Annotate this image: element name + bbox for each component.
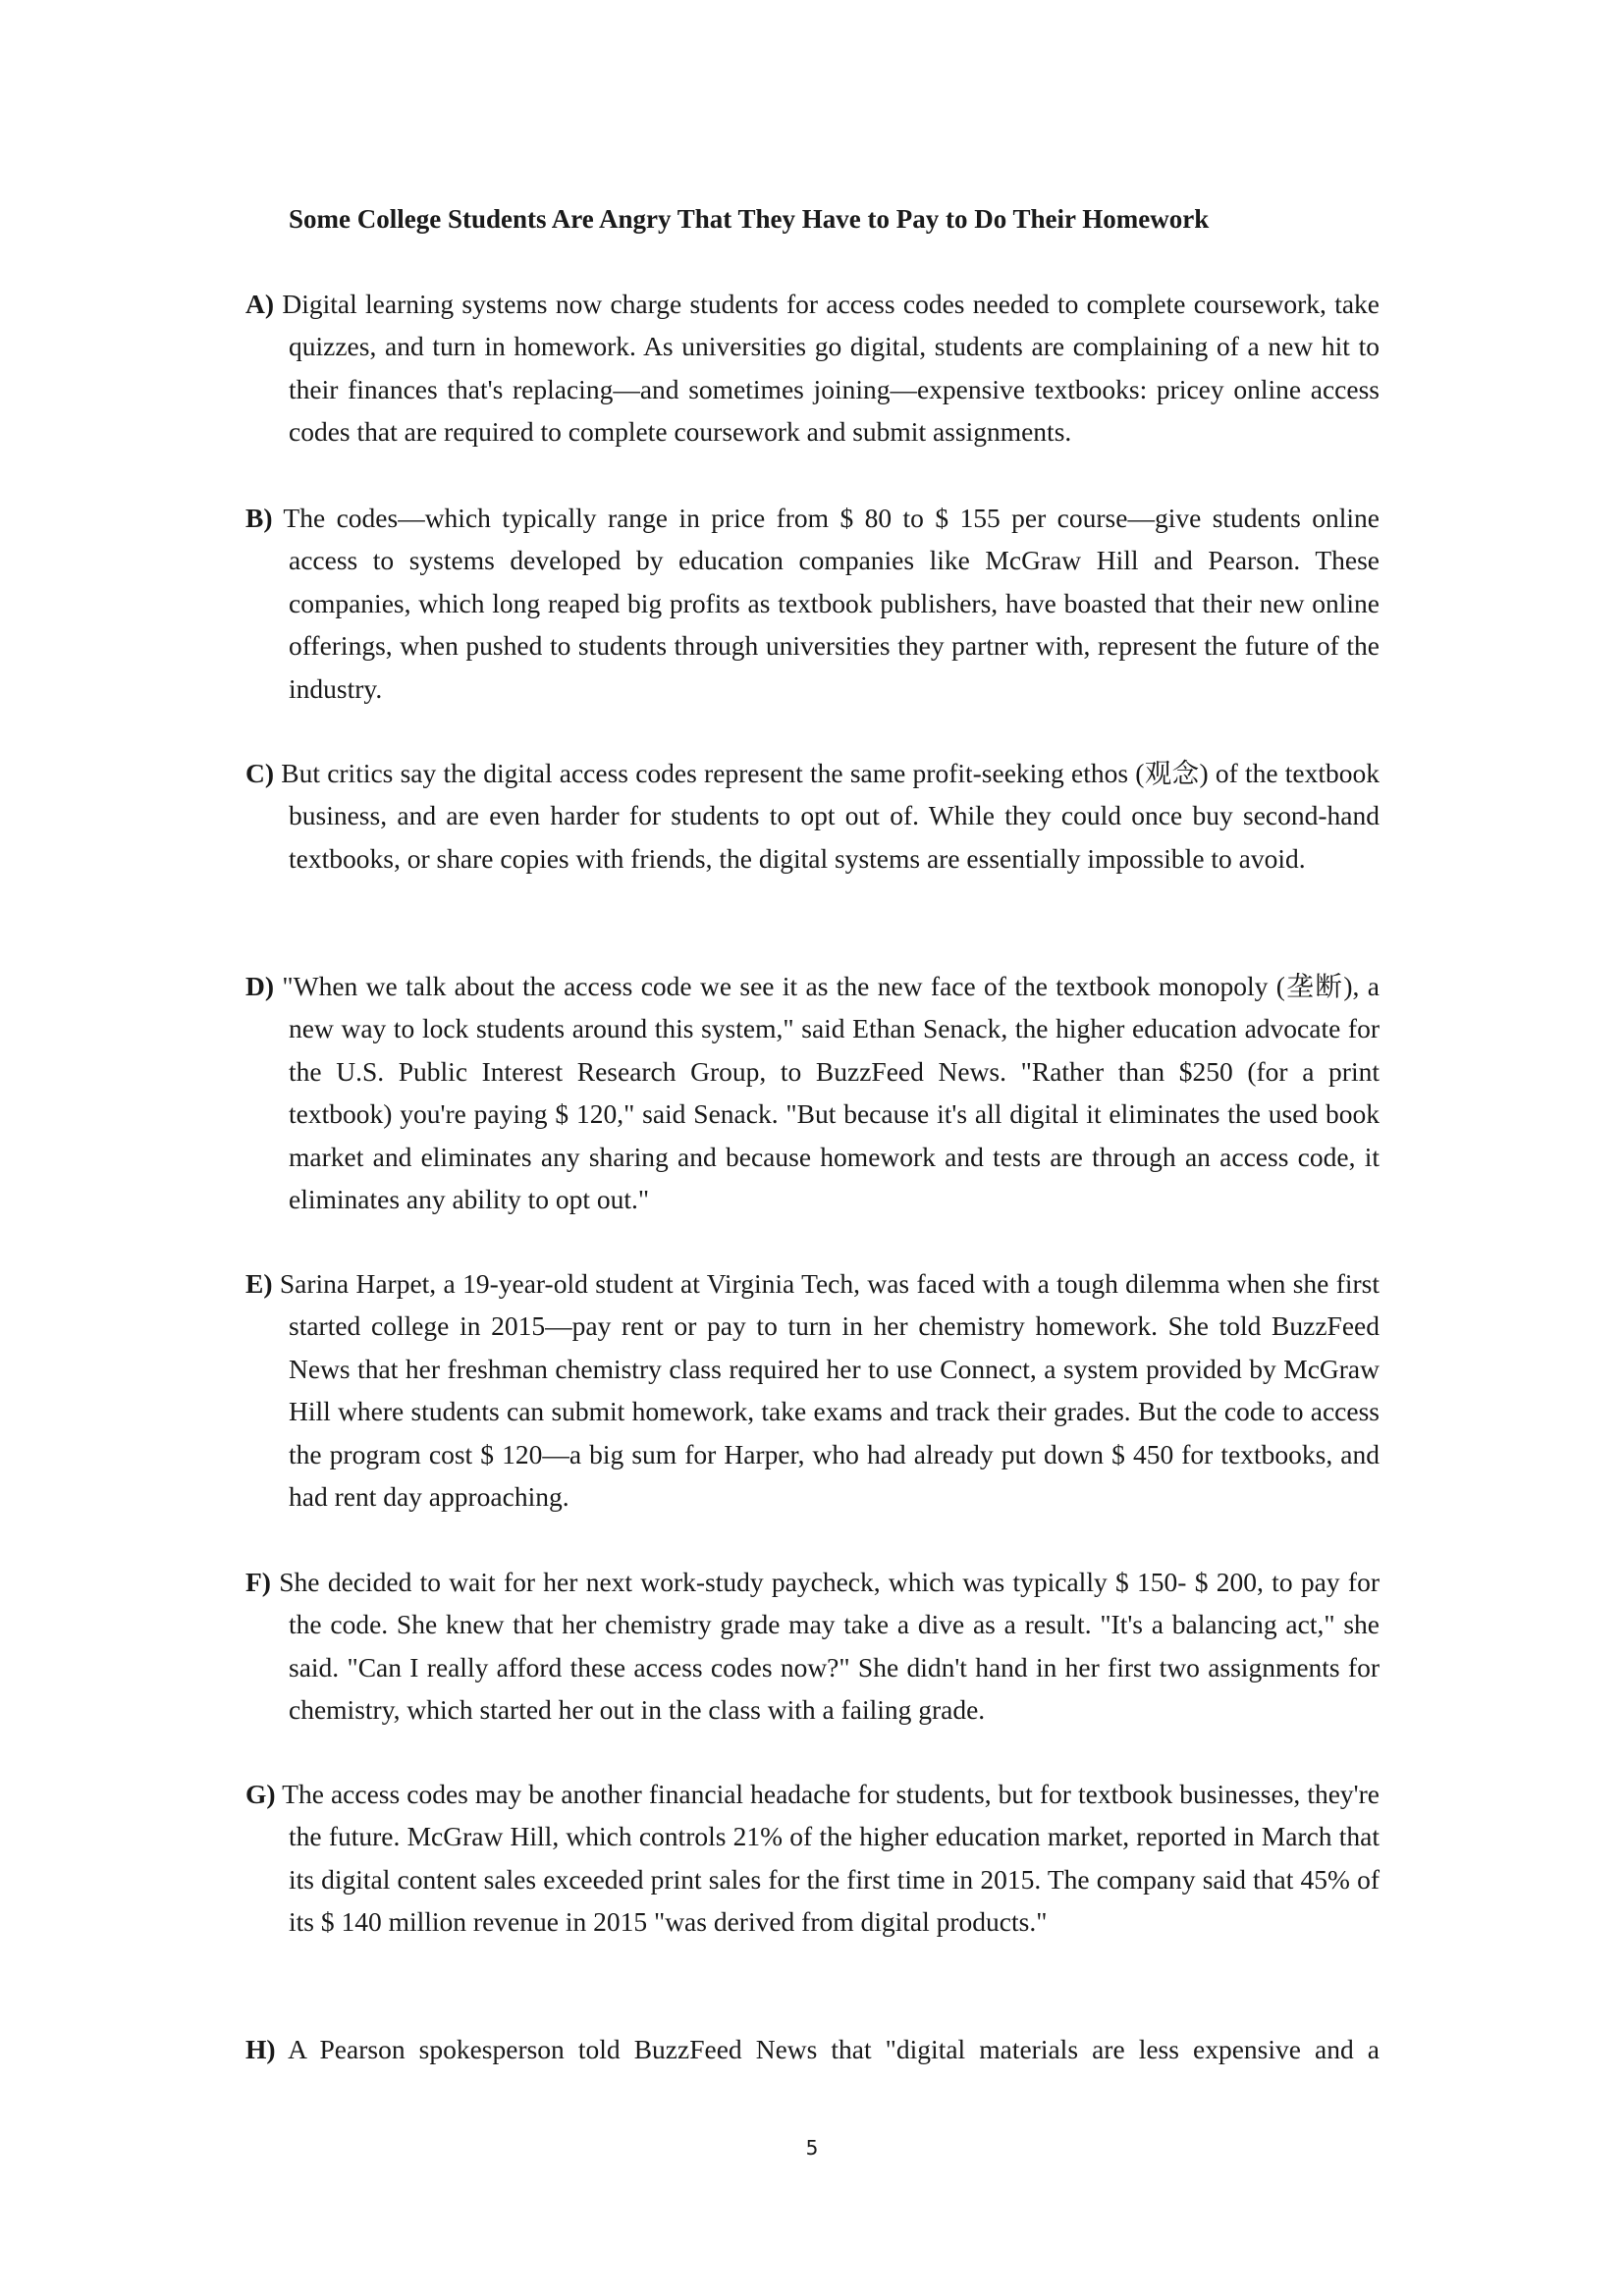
paragraph-c (245, 752, 1380, 880)
paragraph-letter: A) (245, 289, 275, 319)
paragraph-h (245, 2028, 1380, 2070)
paragraph-letter: D) (245, 971, 275, 1001)
paragraph-text: A Pearson spokesperson told BuzzFeed News that "digital materials are less expensive and a (288, 2034, 1380, 2064)
paragraph-f (245, 1561, 1380, 1732)
paragraph-text: She decided to wait for her next work-study paycheck, which was typically $ 150- $ 200, to pay for the code. She knew that her chemistry grade may take a dive as a result. "It's a balancing act," she said. "Can I really afford these access codes now?" She didn't hand in her first two assignments for chemistry, which started her out in the class with a failing grade. (279, 1567, 1380, 1726)
paragraph-text: Digital learning systems now charge students for access codes needed to complete coursework, take quizzes, and turn in homework. As universities go digital, students are complaining of a new hit to their finances that's replacing—and sometimes joining—expensive textbooks: pricey online access codes that are required to complete coursework and submit assignments. (282, 289, 1380, 448)
paragraph-text: "When we talk about the access code we see it as the new face of the textbook monopoly (垄断), a new way to lock students around this system," said Ethan Senack, the higher education advocate for the U.S. Public Interest Research Group, to BuzzFeed News. "Rather than $250 (for a print textbook) you're paying $ 120," said Senack. "But because it's all digital it eliminates the used book market and eliminates any sharing and because homework and tests are through an access code, it eliminates any ability to opt out." (282, 971, 1380, 1215)
paragraph-letter: F) (245, 1567, 271, 1597)
paragraph-b (245, 497, 1380, 710)
paragraph-g (245, 1773, 1380, 1944)
paragraph-text: The codes—which typically range in price from $ 80 to $ 155 per course—give students online access to systems developed by education companies like McGraw Hill and Pearson. These companies, which long reaped big profits as textbook publishers, have boasted that their new online offerings, when pushed to students through universities they partner with, represent the future of the industry. (283, 503, 1380, 704)
paragraph-e (245, 1262, 1380, 1518)
paragraph-letter: G) (245, 1779, 276, 1809)
paragraph-letter: H) (245, 2034, 276, 2064)
paragraph-d (245, 965, 1380, 1220)
article-title: Some College Students Are Angry That They Have to Pay to Do Their Homework (289, 204, 1210, 234)
paragraph-a (245, 283, 1380, 454)
paragraph-letter: C) (245, 758, 275, 788)
paragraph-text: But critics say the digital access codes represent the same profit-seeking ethos (观念) of the textbook business, and are even harder for students to opt out of. While they could once buy second-hand textbooks, or share copies with friends, the digital systems are essentially impossible to avoid. (281, 758, 1380, 874)
paragraph-letter: B) (245, 503, 273, 533)
paragraph-letter: E) (245, 1268, 273, 1299)
page-number: 5 (805, 2136, 819, 2160)
paragraph-text: Sarina Harpet, a 19-year-old student at Virginia Tech, was faced with a tough dilemma when she first started college in 2015—pay rent or pay to turn in her chemistry homework. She told BuzzFeed News that her freshman chemistry class required her to use Connect, a system provided by McGraw Hill where students can submit homework, take exams and track their grades. But the code to access the program cost $ 120—a big sum for Harper, who had already put down $ 450 for textbooks, and had rent day approaching. (279, 1268, 1380, 1513)
paragraph-text: The access codes may be another financial headache for students, but for textbook businesses, they're the future. McGraw Hill, which controls 21% of the higher education market, reported in March that its digital content sales exceeded print sales for the first time in 2015. The company said that 45% of its $ 140 million revenue in 2015 "was derived from digital products." (282, 1779, 1380, 1938)
